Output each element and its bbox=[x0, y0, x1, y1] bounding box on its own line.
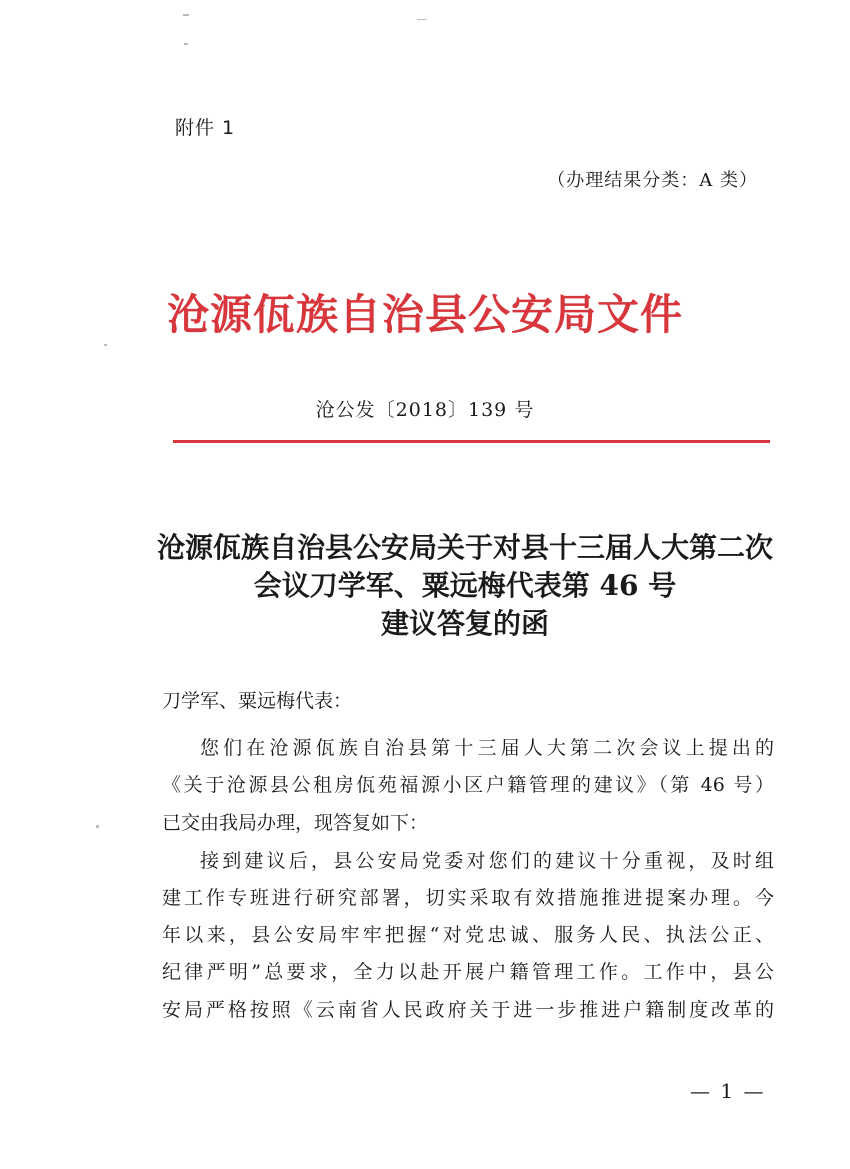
page-number: — 1 — bbox=[690, 1079, 766, 1103]
red-divider-line bbox=[173, 440, 770, 443]
body-text-line: 纪律严明”总要求，全力以赴开展户籍管理工作。工作中，县公 bbox=[162, 961, 774, 983]
masthead-title: 沧源佤族自治县公安局文件 bbox=[166, 290, 683, 339]
body-text-line: 建工作专班进行研究部署，切实采取有效措施推进提案办理。今 bbox=[162, 887, 774, 909]
scan-speck bbox=[184, 43, 188, 45]
classification-note: （办理结果分类：A 类） bbox=[547, 170, 758, 191]
body-text-line: 安局严格按照《云南省人民政府关于进一步推进户籍制度改革的 bbox=[162, 999, 774, 1021]
body-text-line: 接到建议后，县公安局党委对您们的建议十分重视，及时组 bbox=[200, 850, 774, 872]
scan-speck bbox=[183, 14, 189, 16]
document-title-line-2: 会议刀学军、粟远梅代表第 46 号 bbox=[253, 569, 677, 602]
body-text-line: 《关于沧源县公租房佤苑福源小区户籍管理的建议》（第 46 号） bbox=[162, 774, 774, 796]
document-title-line-3: 建议答复的函 bbox=[380, 607, 549, 640]
body-text-line: 年以来，县公安局牢牢把握“对党忠诚、服务人民、执法公正、 bbox=[162, 924, 774, 946]
body-text-line: 您们在沧源佤族自治县第十三届人大第二次会议上提出的 bbox=[200, 737, 774, 759]
scan-speck bbox=[104, 344, 107, 346]
scan-speck bbox=[417, 19, 427, 20]
attachment-label: 附件 1 bbox=[175, 117, 236, 139]
scan-speck bbox=[96, 825, 99, 828]
salutation: 刀学军、粟远梅代表： bbox=[162, 690, 353, 712]
document-title-line-1: 沧源佤族自治县公安局关于对县十三届人大第二次 bbox=[156, 531, 773, 564]
body-text-line: 已交由我局办理，现答复如下： bbox=[162, 812, 429, 834]
document-number: 沧公发〔2018〕139 号 bbox=[315, 399, 535, 421]
